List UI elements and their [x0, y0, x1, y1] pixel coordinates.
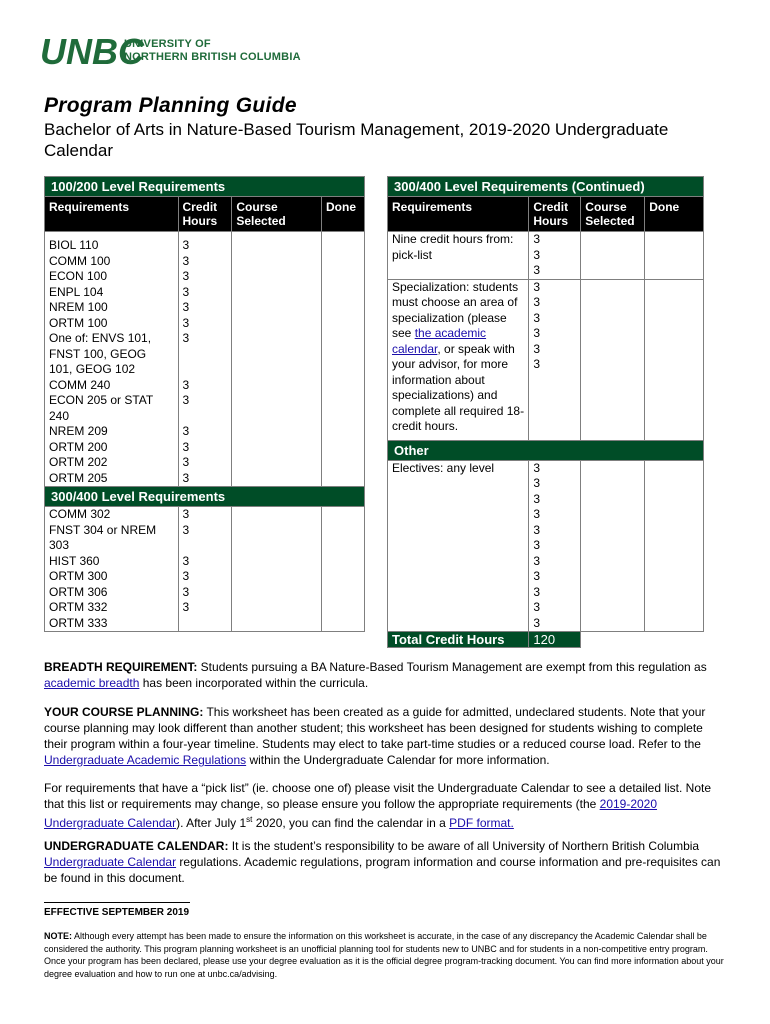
specialization-course-selected[interactable]: [581, 279, 645, 440]
unbc-logo: [40, 26, 320, 76]
upper-level-courses: COMM 302 FNST 304 or NREM 303 HIST 360 ORTM 300 ORTM 306 ORTM 332 ORTM 333: [45, 507, 179, 632]
col-done-2: Done: [645, 197, 704, 232]
svg-text:UNBC: UNBC: [40, 31, 144, 72]
specialization-credits: 3 3 3 3 3 3: [529, 279, 581, 440]
pick-list-done[interactable]: [645, 232, 704, 280]
lower-level-course-selected[interactable]: [232, 232, 322, 487]
electives-course-selected[interactable]: [581, 460, 645, 632]
lower-level-requirements-table: [44, 176, 365, 632]
academic-calendar-link[interactable]: the academic calendar: [392, 326, 487, 356]
calendar-regulations-link[interactable]: Undergraduate Calendar: [44, 855, 177, 869]
academic-regulations-link[interactable]: Undergraduate Academic Regulations: [44, 753, 247, 767]
electives-done[interactable]: [645, 460, 704, 632]
academic-breadth-link[interactable]: academic breadth: [44, 676, 140, 690]
divider: [44, 902, 190, 903]
electives-requirement: Electives: any level: [388, 460, 529, 632]
total-credit-hours-value: 120: [529, 632, 581, 648]
undergraduate-calendar-info: UNDERGRADUATE CALENDAR: It is the student’s responsibility to be aware of all University of Northern British Columbia Undergraduate Calendar regulations. Academic regulations, program information and course information and pre-requisites can be found in this document.: [44, 839, 721, 885]
col-requirements-2: Requirements: [388, 197, 529, 232]
disclaimer-note: NOTE: Although every attempt has been made to ensure the information on this worksheet is accurate, in the case of any discrepancy the Academic Calendar shall be considered the authority. This program planning worksheet is an unofficial planning tool for students new to UNBC and for students in a non-competitive entry program. Once your program has been declared, please use your degree evaluation as it is the official degree program-tracking document. You can find more information about your degree evaluation and how to run one at unbc.ca/advising.: [44, 931, 724, 979]
col-done: Done: [322, 197, 365, 232]
page-subtitle: Bachelor of Arts in Nature-Based Tourism Management, 2019-2020 Undergraduate Calendar: [44, 120, 669, 160]
logo-line-1: UNIVERSITY OF: [124, 38, 211, 50]
page-title: Program Planning Guide: [44, 94, 297, 117]
upper-level-credits: 3 3 3 3 3 3: [178, 507, 232, 632]
col-credit-hours-2: Credit Hours: [529, 197, 581, 232]
col-credit-hours: Credit Hours: [178, 197, 232, 232]
pick-list-credits: 3 3 3: [529, 232, 581, 280]
lower-level-credits: 3 3 3 3 3 3 3 3 3 3 3 3 3: [178, 232, 232, 487]
logo-line-2: NORTHERN BRITISH COLUMBIA: [124, 51, 301, 63]
lower-level-courses: BIOL 110 COMM 100 ECON 100 ENPL 104 NREM 100 ORTM 100 One of: ENVS 101, FNST 100, GEOG 101, GEOG 102 COMM 240 ECON 205 or STAT 240 NREM 209 ORTM 200 ORTM 202 ORTM 205: [45, 232, 179, 487]
upper-level-course-selected[interactable]: [232, 507, 322, 632]
pick-list-requirement: Nine credit hours from: pick-list: [388, 232, 529, 280]
other-header: Other: [388, 440, 704, 460]
pdf-format-link[interactable]: PDF format.: [449, 816, 514, 830]
effective-date: EFFECTIVE SEPTEMBER 2019: [44, 907, 190, 918]
col-course-selected-2: Course Selected: [581, 197, 645, 232]
undergraduate-calendar-link[interactable]: 2019-2020 Undergraduate Calendar: [44, 797, 658, 830]
continued-header: 300/400 Level Requirements (Continued): [388, 177, 704, 197]
pick-list-info: For requirements that have a “pick list” (ie. choose one of) please visit the Undergraduate Calendar to see a detailed list. Note that this list or requirements may change, so please ensure you follow the appropriate requirements (the 2019-2020 Undergraduate Calendar). After July 1st 2020, you can find the calendar in a PDF format.: [44, 781, 712, 830]
lower-level-done[interactable]: [322, 232, 365, 487]
lower-level-header: 100/200 Level Requirements: [45, 177, 365, 197]
electives-credits: 3 3 3 3 3 3 3 3 3 3 3: [529, 460, 581, 632]
continued-requirements-table: [387, 176, 704, 648]
course-planning: YOUR COURSE PLANNING: This worksheet has been created as a guide for admitted, undeclared students. Note that your course planning may look different than another student; this worksheet has been designed for students wishing to complete their program within a four-year timeline. Students may elect to take part-time studies or a reduced course load. Refer to the Undergraduate Academic Regulations within the Undergraduate Calendar for more information.: [44, 705, 706, 767]
upper-level-done[interactable]: [322, 507, 365, 632]
col-requirements: Requirements: [45, 197, 179, 232]
pick-list-course-selected[interactable]: [581, 232, 645, 280]
specialization-done[interactable]: [645, 279, 704, 440]
upper-level-header: 300/400 Level Requirements: [45, 487, 365, 507]
specialization-requirement: Specialization: students must choose an area of specialization (please see the academic calendar, or speak with your advisor, for more information about specializations) and complete all required 18-credit hours.: [388, 279, 529, 440]
breadth-requirement: BREADTH REQUIREMENT: Students pursuing a BA Nature-Based Tourism Management are exempt from this regulation as academic breadth has been incorporated within the curricula.: [44, 660, 707, 690]
total-credit-hours-label: Total Credit Hours: [388, 632, 529, 648]
unbc-wordmark: [40, 26, 144, 76]
col-course-selected: Course Selected: [232, 197, 322, 232]
